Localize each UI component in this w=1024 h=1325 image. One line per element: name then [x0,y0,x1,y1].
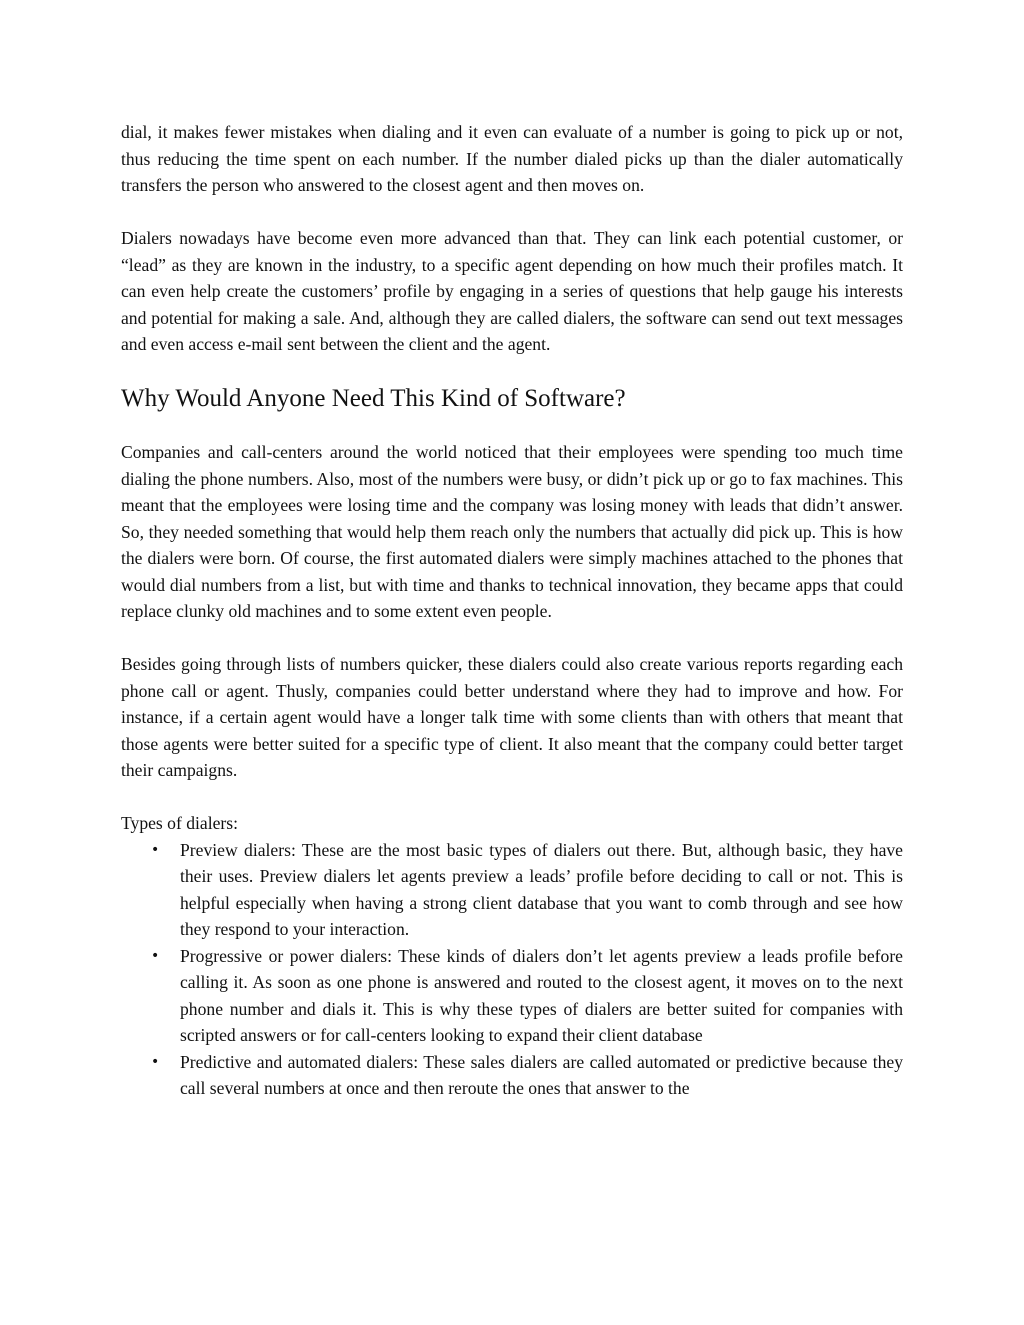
list-item [121,837,903,943]
bullet-icon: • [151,841,160,858]
list-item-text: Preview dialers: These are the most basic types of dialers out there. But, although basic, they have their uses. Preview dialers let agents preview a leads’ profile before deciding to call or not. This is helpful especially when having a strong client database that you want to comb through and see how they respond to your interaction. [180,839,903,939]
paragraph-dialers-advanced: Dialers nowadays have become even more advanced than that. They can link each potential customer, or “lead” as they are known in the industry, to a specific agent depending on how much their profiles match. It can even help create the customers’ profile by engaging in a series of questions that help gauge his interests and potential for making a sale. And, although they are called dialers, the software can send out text messages and even access e-mail sent between the client and the agent. [121,228,903,354]
list-item-text: Progressive or power dialers: These kinds of dialers don’t let agents preview a leads profile before calling it. As soon as one phone is answered and routed to the closest agent, it moves on to the next phone number and dials it. This is why these types of dialers are better suited for companies with scripted answers or for call-centers looking to expand their client database [180,945,903,1045]
types-of-dialers-label: Types of dialers: [121,813,239,833]
bullet-icon: • [151,947,160,964]
paragraph-dialer-intro: dial, it makes fewer mistakes when dialing and it even can evaluate of a number is going to pick up or not, thus reducing the time spent on each number. If the number dialed picks up than the dialer automatically transfers the person who answered to the closest agent and then moves on. [121,122,903,195]
section-heading: Why Would Anyone Need This Kind of Software? [121,385,626,412]
document-page [121,119,903,1102]
dialer-types-list [121,837,903,1102]
list-item-text: Predictive and automated dialers: These sales dialers are called automated or predictive because they call several numbers at once and then reroute the ones that answer to the [180,1051,903,1098]
paragraph-reports: Besides going through lists of numbers quicker, these dialers could also create various reports regarding each phone call or agent. Thusly, companies could better understand where they had to improve and how. For instance, if a certain agent would have a longer talk time with some clients than with others that meant that those agents were better suited for a specific type of client. It also meant that the company could better target their campaigns. [121,654,903,780]
paragraph-companies: Companies and call-centers around the world noticed that their employees were spending too much time dialing the phone numbers. Also, most of the numbers were busy, or didn’t pick up or go to fax machines. This meant that the employees were losing time and the company was losing money with leads that didn’t answer. So, they needed something that would help them reach only the numbers that actually did pick up. This is how the dialers were born. Of course, the first automated dialers were simply machines attached to the phones that would dial numbers from a list, but with time and thanks to technical innovation, they became apps that could replace clunky old machines and to some extent even people. [121,442,903,621]
list-item [121,943,903,1049]
list-item [121,1049,903,1102]
bullet-icon: • [151,1053,160,1070]
